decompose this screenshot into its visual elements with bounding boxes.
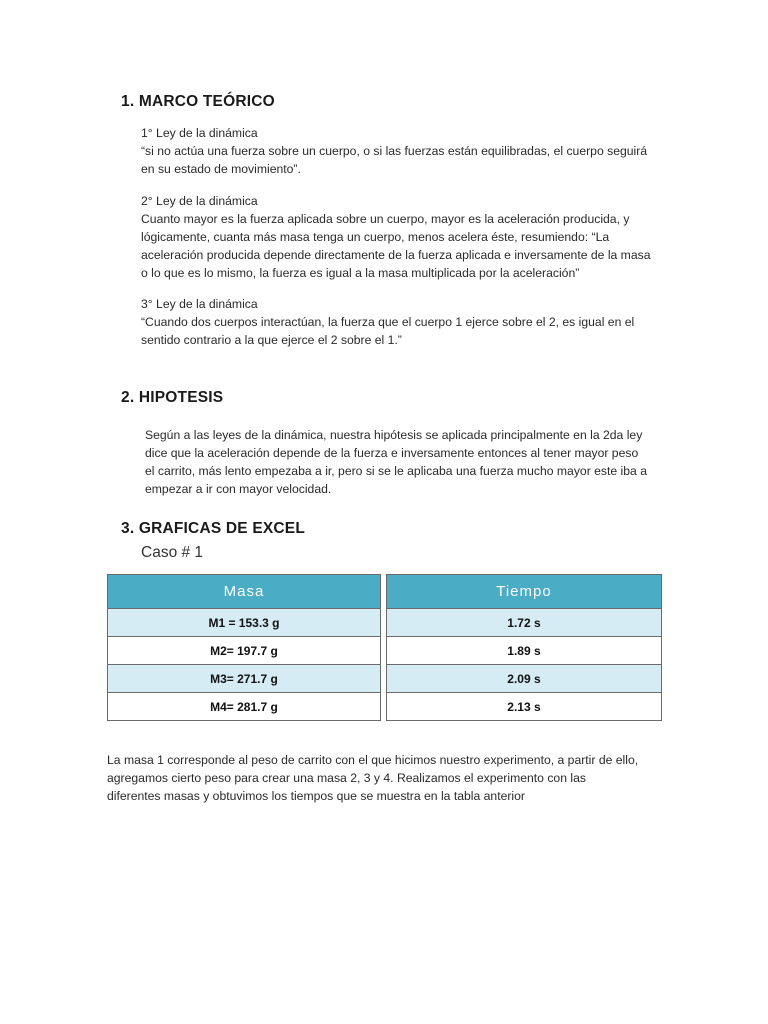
- ley-2-line: Cuanto mayor es la fuerza aplicada sobre un cuerpo, mayor es la aceleración producida, y: [141, 212, 630, 226]
- cell-masa: M2= 197.7 g: [108, 637, 381, 665]
- ley-3-title: 3° Ley de la dinámica: [141, 297, 258, 311]
- ley-2-line: o lo que es lo mismo, la fuerza es igual a la masa multiplicada por la aceleración”: [141, 266, 580, 280]
- ley-1-paragraph: [141, 124, 661, 178]
- ley-3-paragraph: [141, 295, 661, 349]
- cell-tiempo: 1.89 s: [386, 637, 661, 665]
- cell-tiempo: 1.72 s: [386, 609, 661, 637]
- cell-masa: M4= 281.7 g: [108, 693, 381, 721]
- hipotesis-paragraph: [145, 426, 661, 498]
- footer-line: diferentes masas y obtuvimos los tiempos que se muestra en la tabla anterior: [107, 789, 525, 803]
- table-row: [108, 665, 662, 693]
- cell-masa: M1 = 153.3 g: [108, 609, 381, 637]
- ley-2-line: aceleración producida depende directamente de la fuerza aplicada e inversamente de la masa: [141, 248, 651, 262]
- table-row: [108, 637, 662, 665]
- hipotesis-line: empezar a ir con mayor velocidad.: [145, 482, 332, 496]
- ley-1-title: 1° Ley de la dinámica: [141, 126, 258, 140]
- header-tiempo: Tiempo: [386, 575, 661, 609]
- cell-tiempo: 2.13 s: [386, 693, 661, 721]
- masa-tiempo-table: [107, 574, 662, 721]
- footer-paragraph: [107, 751, 667, 805]
- table-row: [108, 693, 662, 721]
- hipotesis-line: Según a las leyes de la dinámica, nuestra hipótesis se aplicada principalmente en la 2da ley: [145, 428, 643, 442]
- ley-2-line: lógicamente, cuanta más masa tenga un cuerpo, menos acelera éste, resumiendo: “La: [141, 230, 610, 244]
- cell-masa: M3= 271.7 g: [108, 665, 381, 693]
- table-row: [108, 609, 662, 637]
- ley-1-line: “si no actúa una fuerza sobre un cuerpo, o si las fuerzas están equilibradas, el cuerpo seguirá: [141, 144, 648, 158]
- section-title-hipotesis: 2. HIPOTESIS: [121, 389, 224, 406]
- ley-1-line: en su estado de movimiento”.: [141, 162, 301, 176]
- header-masa: Masa: [108, 575, 381, 609]
- section-title-graficas: 3. GRAFICAS DE EXCEL: [121, 520, 305, 537]
- footer-line: La masa 1 corresponde al peso de carrito con el que hicimos nuestro experimento, a partir de ello,: [107, 753, 639, 767]
- ley-2-title: 2° Ley de la dinámica: [141, 194, 258, 208]
- caso-subtitle: Caso # 1: [141, 544, 204, 561]
- footer-line: agregamos cierto peso para crear una masa 2, 3 y 4. Realizamos el experimento con las: [107, 771, 586, 785]
- ley-2-paragraph: [141, 192, 661, 282]
- hipotesis-line: dice que la aceleración depende de la fuerza e inversamente entonces al tener mayor peso: [145, 446, 639, 460]
- hipotesis-line: el carrito, más lento empezaba a ir, pero si se le aplicaba una fuerza mucho mayor este iba a: [145, 464, 647, 478]
- ley-3-line: sentido contrario a la que ejerce el 2 sobre el 1.”: [141, 333, 402, 347]
- table-header-row: [108, 575, 662, 609]
- ley-3-line: “Cuando dos cuerpos interactúan, la fuerza que el cuerpo 1 ejerce sobre el 2, es igual en el: [141, 315, 635, 329]
- cell-tiempo: 2.09 s: [386, 665, 661, 693]
- section-title-marco-teorico: 1. MARCO TEÓRICO: [121, 93, 275, 110]
